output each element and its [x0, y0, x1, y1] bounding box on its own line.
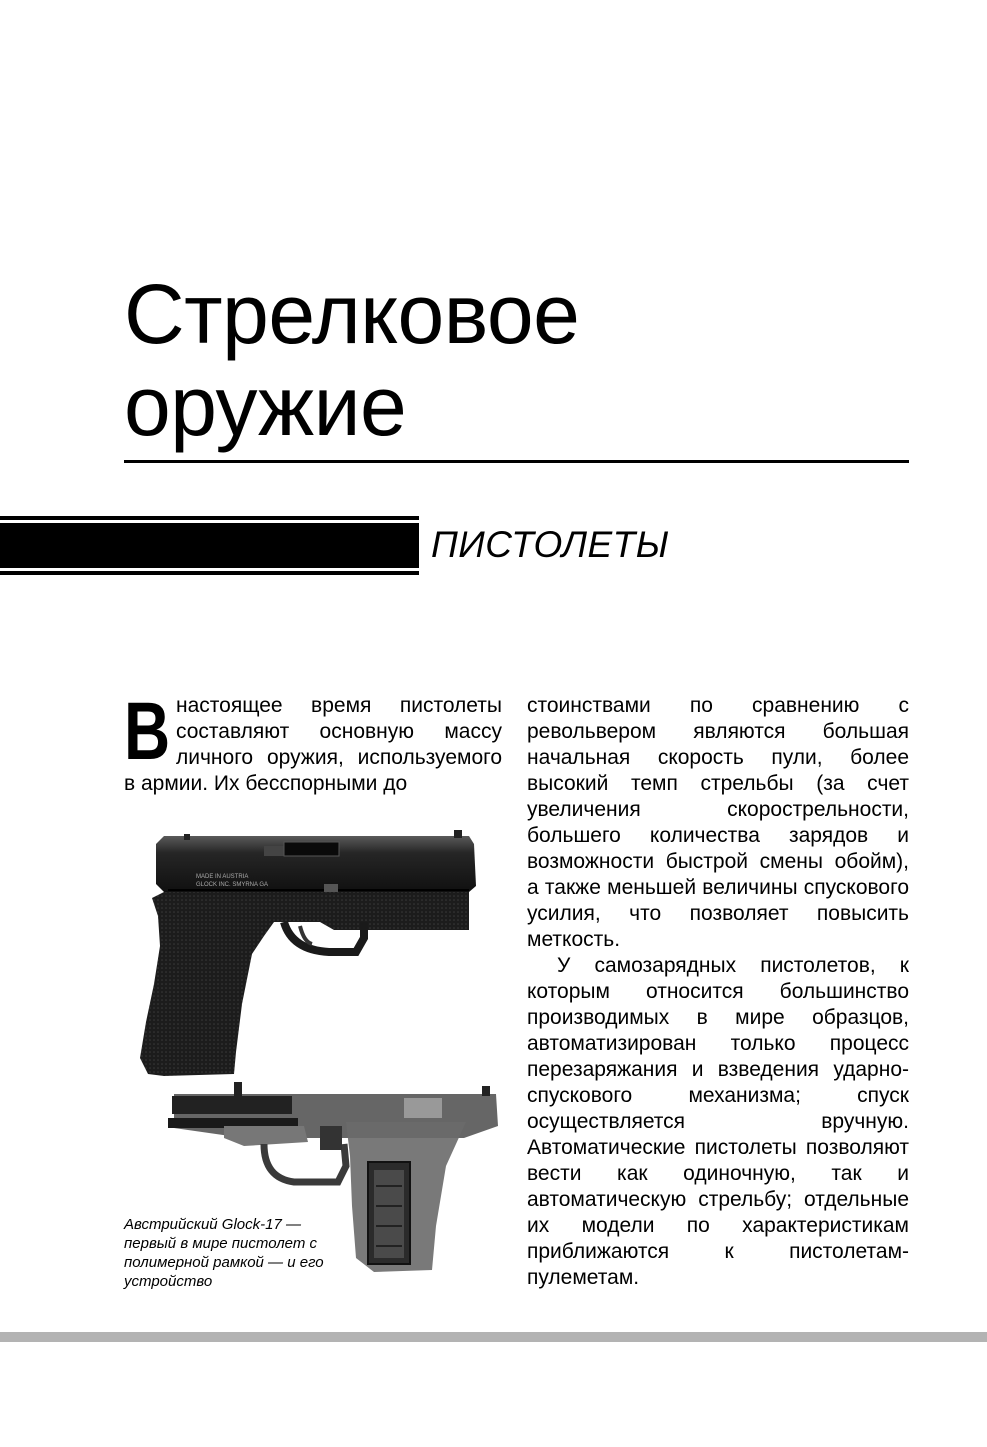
- figure-caption: Австрийский Glock-17 — первый в мире пистолет с полимерной рамкой — и его устройство: [124, 1216, 324, 1290]
- glock-assembled: [140, 830, 476, 1076]
- section-bar: [0, 516, 419, 575]
- section-title: ПИСТОЛЕТЫ: [431, 524, 670, 565]
- intro-paragraph: [124, 686, 502, 797]
- chapter-title: [124, 268, 884, 452]
- bottom-rule: [0, 1332, 987, 1342]
- left-column: [124, 686, 502, 797]
- slide-marking-1: MADE IN AUSTRIA: [196, 874, 249, 880]
- title-rule: [124, 460, 909, 463]
- chapter-title-line-2: оружие: [124, 359, 407, 453]
- chapter-title-line-1: Стрелковое: [124, 267, 580, 361]
- paragraph-1-continued: стоинствами по сравнению с револьвером являются большая начальная скорость пули, более высокий темп стрельбы (за счет увеличения скорострельности, большего количества зарядов и возможности быстрой смены обойм), а также меньшей величины спускового усилия, что позволяет повысить меткость.: [527, 694, 909, 951]
- intro-text: настоящее время пистолеты составляют основную массу личного оружия, используемого в армии. Их бесспорными до: [124, 694, 502, 795]
- drop-cap: В: [124, 686, 171, 777]
- slide-marking-2: GLOCK INC. SMYRNA GA: [196, 882, 269, 888]
- right-column: [527, 693, 909, 1291]
- paragraph-2: У самозарядных пистолетов, к которым относится большинство производимых в мире образцов, автоматизирован только процесс перезаряжания и взведения ударно-спускового механизма; спуск осуществляется вручную. Автоматические пистолеты позволяют вести как одиночную, так и автоматическую стрельбу; отдельные их модели по характеристикам приближаются к пистолетам-пулеметам.: [527, 954, 909, 1289]
